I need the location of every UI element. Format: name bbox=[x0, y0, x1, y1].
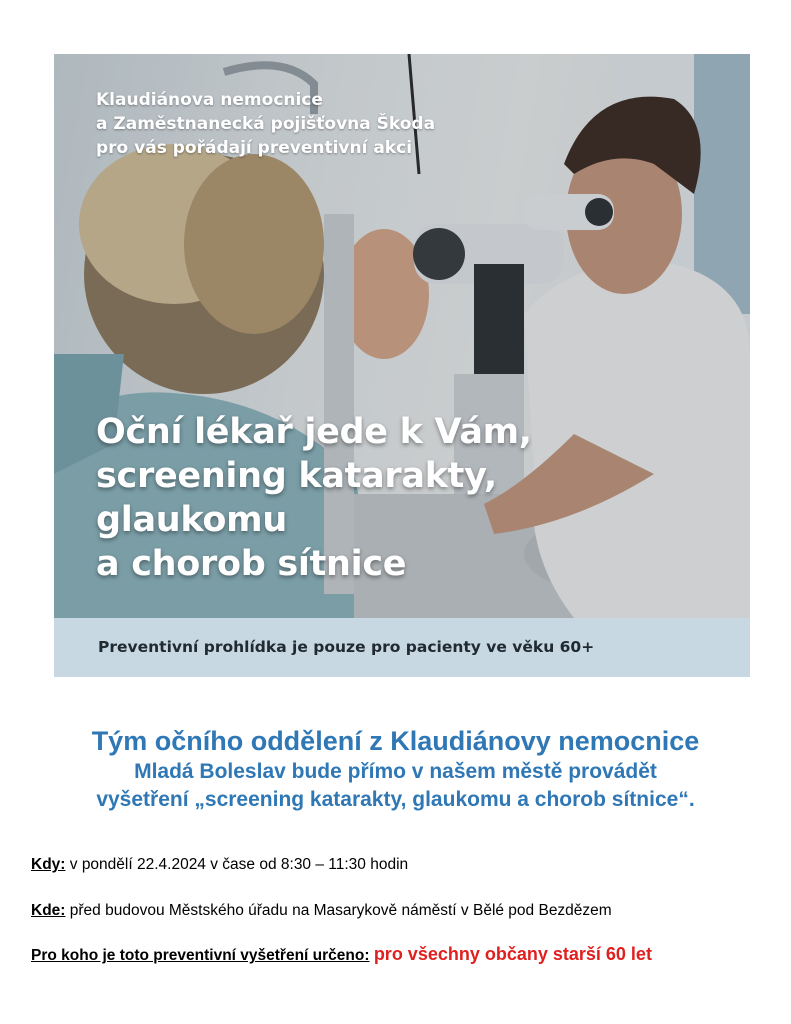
headline-line: Oční lékař jede k Vám, bbox=[96, 412, 532, 452]
intro-heading bbox=[0, 724, 791, 814]
who-row bbox=[31, 944, 652, 965]
who-value: pro všechny občany starší 60 let bbox=[373, 944, 652, 964]
age-note-band bbox=[54, 618, 750, 677]
when-label: Kdy: bbox=[31, 856, 66, 873]
intro-line-1: Tým očního oddělení z Klaudiánovy nemocnice bbox=[91, 726, 700, 756]
where-value: před budovou Městského úřadu na Masarykově náměstí v Bělé pod Bezdězem bbox=[65, 902, 612, 919]
organizer-line: Klaudiánova nemocnice bbox=[96, 90, 323, 110]
where-label: Kde: bbox=[31, 902, 66, 919]
eye-exam-photo bbox=[54, 54, 750, 618]
headline-line: screening katarakty, bbox=[96, 456, 497, 496]
headline-line: glaukomu bbox=[96, 500, 287, 540]
age-note-text: Preventivní prohlídka je pouze pro pacienty ve věku 60+ bbox=[98, 638, 595, 656]
when-row bbox=[31, 856, 408, 874]
when-value: v pondělí 22.4.2024 v čase od 8:30 – 11:30 hodin bbox=[65, 856, 409, 873]
who-label: Pro koho je toto preventivní vyšetření určeno: bbox=[31, 947, 370, 964]
intro-line-2: Mladá Boleslav bude přímo v našem městě provádět bbox=[134, 760, 657, 783]
poster-headline bbox=[96, 410, 532, 586]
organizer-line: a Zaměstnanecká pojišťovna Škoda bbox=[96, 114, 436, 134]
organizers-text bbox=[96, 88, 435, 160]
promo-poster bbox=[54, 54, 750, 677]
intro-line-3: vyšetření „screening katarakty, glaukomu a chorob sítnice“. bbox=[96, 788, 695, 811]
organizer-line: pro vás pořádají preventivní akci bbox=[96, 138, 413, 158]
headline-line: a chorob sítnice bbox=[96, 544, 407, 584]
where-row bbox=[31, 902, 612, 920]
